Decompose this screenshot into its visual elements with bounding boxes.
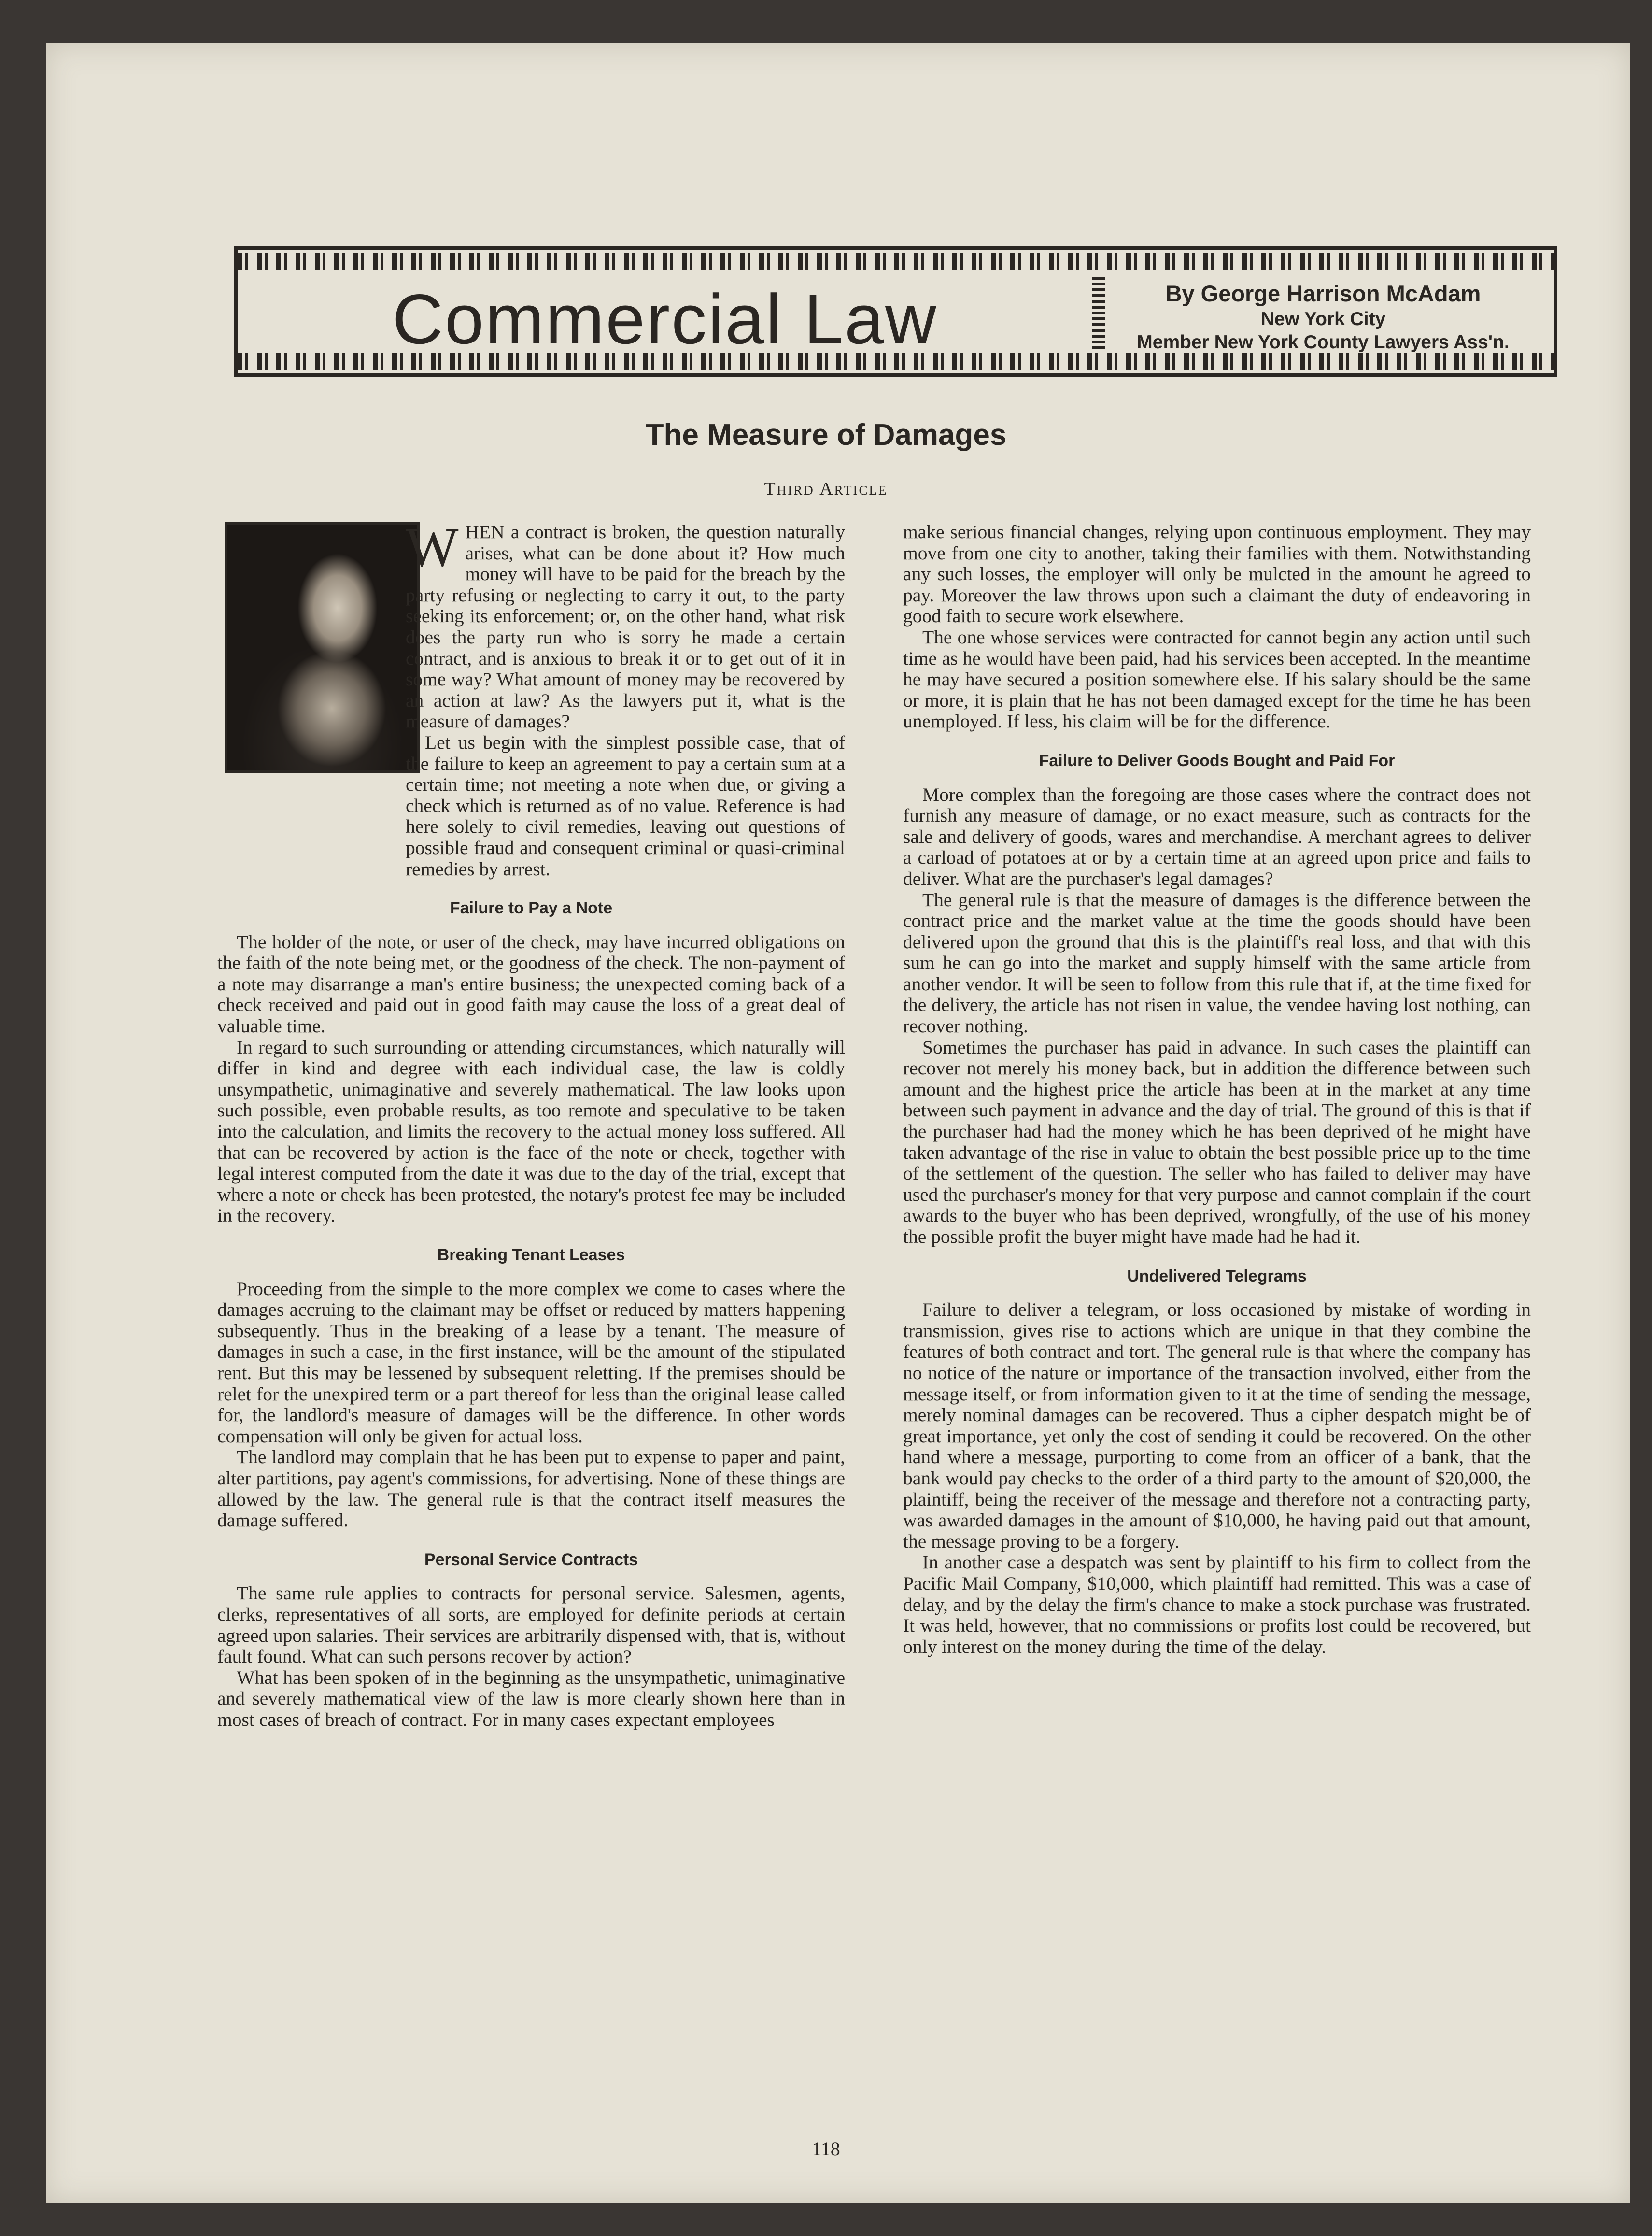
banner-divider [1092,274,1105,349]
byline [1107,280,1539,354]
paragraph: The general rule is that the measure of damages is the difference between the contract price and the market value at the time the goods should have been delivered upon the ground that this is the plaintiff's real loss, and that with this sum he can go into the market and supply himself with the same article from another vendor. It will be seen to follow from this rule that if, at the time fixed for the delivery, the article has not risen in value, the vendee having lost nothing, can recover nothing. [903,889,1531,1037]
right-column [903,522,1531,1657]
drop-cap: W [406,517,459,579]
paragraph: What has been spoken of in the beginning as the unsympathetic, unimaginative and severely mathematical view of the law is more clearly shown here than in most cases of breach of contract. For in many cases expectant employees [217,1666,845,1730]
paragraph: Failure to deliver a telegram, or loss occasioned by mistake of wording in transmission, gives rise to actions which are unique in that they combine the features of both contract and tort. The general rule is that where the company has no notice of the nature or importance of the transaction involved, either from the message itself, or from information given to it at the time of sending the message, merely nominal damages can be recovered. Thus a cipher despatch might be of great importance, yet only the cost of sending it could be recovered. On the other hand where a message, purporting to come from an officer of a bank, that the bank would pay checks to the order of a third party to the amount of $20,000, the plaintiff, being the receiver of the message and therefore not a contracting party, was awarded damages in the amount of $10,000, he having paid out that amount, the message proving to be a forgery. [903,1299,1531,1552]
left-column [217,517,845,1730]
article-subtitle: Third Article [764,479,888,499]
paragraph: The one whose services were contracted for cannot begin any action until such time as he would have been paid, had his services been accepted. In the meantime he may have secured a position somewhere else. If his salary should be the same or more, it is plain that he has not been damaged except for the time he has been unemployed. If less, his claim will be for the difference. [903,626,1531,732]
paragraph: The landlord may complain that he has been put to expense to paper and paint, alter partitions, pay agent's commissions, for advertising. None of these things are allowed by the law. The general rule is that the contract itself measures the damage suffered. [217,1446,845,1531]
subheading: Failure to Pay a Note [450,899,613,918]
paragraph: In another case a despatch was sent by plaintiff to his firm to collect from the Pacific Mail Company, $10,000, which plaintiff had remitted. This was a case of delay, and by the delay the firm's chance to make a stock purchase was frustrated. It was held, however, that no commissions or profits lost could be recovered, but only interest on the money during the time of the delay. [903,1552,1531,1657]
banner-border-top [238,253,1554,270]
subheading: Undelivered Telegrams [1127,1267,1307,1285]
section-banner [234,246,1557,377]
paragraph: In regard to such surrounding or attending circumstances, which naturally will differ in kind and degree with each individual case, the law is coldly unsympathetic, unimaginative and severely mathematical. The law looks upon such possible, even probable results, as too remote and speculative to be taken into the calculation, and limits the recovery to the actual money loss suffered. All that can be recovered by action is the face of the note or check, together with legal interest computed from the date it was due to the day of the trial, except that where a note or check has been protested, the notary's protest fee may be included in the recovery. [217,1036,845,1226]
paragraph: The holder of the note, or user of the check, may have incurred obligations on the faith of the note being met, or the goodness of the check. The non-payment of a note may disarrange a man's entire business; the unexpected coming back of a check received and paid out in good faith may cause the loss of a great deal of valuable time. [217,931,845,1037]
page-number: 118 [812,2138,840,2160]
subheading: Failure to Deliver Goods Bought and Paid For [1039,751,1395,770]
paragraph: More complex than the foregoing are those cases where the contract does not furnish any measure of damage, or no exact measure, such as contracts for the sale and delivery of goods, wares and merchandise. A merchant agrees to deliver a carload of potatoes at or by a certain time at an agreed upon price and fails to deliver. What are the purchaser's legal damages? [903,783,1531,889]
paragraph: Let us begin with the simplest possible case, that of the failure to keep an agreement to pay a certain sum at a certain time; not meeting a note when due, or giving a check which is returned as of no value. Reference is had here solely to civil remedies, leaving out questions of possible fraud and consequent criminal or quasi-criminal remedies by arrest. [406,731,845,880]
paragraph: make serious financial changes, relying upon continuous employment. They may move from one city to another, taking their families with them. Notwithstanding any such losses, the employer will only be mulcted in the amount he agreed to pay. Moreover the law throws upon such a claimant the duty of endeavoring in good faith to secure work elsewhere. [903,521,1531,627]
paragraph: Sometimes the purchaser has paid in advance. In such cases the plaintiff can recover not merely his money back, but in addition the difference between such amount and the highest price the article has been at in the market at any time between such payment in advance and the day of trial. The ground of this is that if the purchaser had had the money which he has been deprived of he might have taken advantage of the rise in value to obtain the best possible price up to the time of the settlement of the question. The seller who has failed to deliver may have used the purchaser's money for that very purpose and cannot complain if the court awards to the buyer who has been deprived, wrongfully, of the use of his money the possible profit the buyer might have made had he had it. [903,1036,1531,1247]
paragraph: WHEN a contract is broken, the question naturally arises, what can be done about it? How much money will have to be paid for the breach by the party refusing or neglecting to carry it out, to the party seeking its enforcement; or, on the other hand, what risk does the party run who is sorry he made a certain contract, and is anxious to break it or to get out of it in some way? What amount of money may be recovered by an action at law? As the lawyers put it, what is the measure of damages? [406,517,845,732]
section-title: Commercial Law [392,280,938,358]
byline-member: Member New York County Lawyers Ass'n. [1137,332,1510,353]
article-title: The Measure of Damages [645,418,1007,452]
subheading: Breaking Tenant Leases [437,1246,625,1264]
subheading: Personal Service Contracts [424,1550,638,1569]
paragraph: Proceeding from the simple to the more complex we come to cases where the damages accruing to the claimant may be offset or reduced by matters happening subsequently. Thus in the breaking of a lease by a tenant. The measure of damages in such a case, in the first instance, will be the amount of the stipulated rent. But this may be lessened by subsequent reletting. If the premises should be relet for the unexpired term or a part thereof for less than the original lease called for, the landlord's measure of damages will be the difference. In other words compensation will only be given for actual loss. [217,1278,845,1447]
byline-author: By George Harrison McAdam [1165,281,1481,306]
byline-city: New York City [1260,309,1386,329]
paragraph: The same rule applies to contracts for personal service. Salesmen, agents, clerks, representatives of all sorts, are employed for definite periods at certain agreed upon salaries. Their services are arbitrarily dispensed with, that is, without fault found. What can such persons recover by action? [217,1582,845,1667]
